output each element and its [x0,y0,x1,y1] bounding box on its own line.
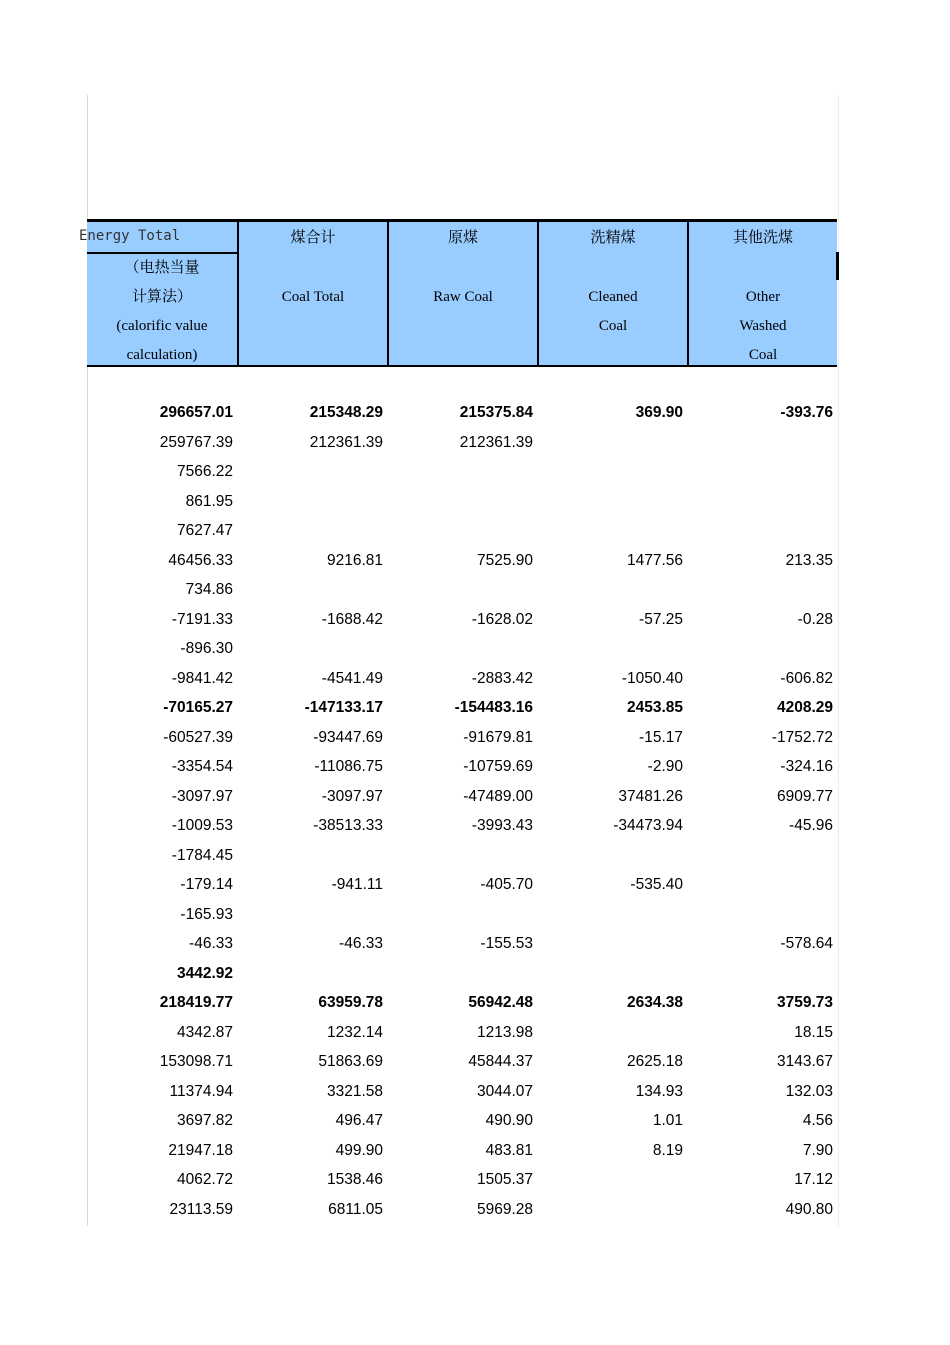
cell-coal-total[interactable]: -11086.75 [314,758,383,775]
header-energy-total-line2: 计算法） [131,289,192,305]
table-row [87,870,837,900]
cell-energy-total[interactable]: 734.86 [185,581,233,598]
header-divider [87,252,237,254]
cell-cleaned-coal[interactable]: 8.19 [652,1141,683,1159]
table-row [87,1165,837,1195]
cell-cleaned-coal[interactable]: 2453.85 [626,699,683,716]
cell-energy-total[interactable]: 11374.94 [169,1082,233,1100]
table-row [87,841,837,871]
table-row [87,1047,837,1077]
header-energy-total-en: Energy Total [79,228,181,244]
cell-other-washed-coal[interactable]: -1752.72 [771,728,833,746]
cell-other-washed-coal[interactable]: 4208.29 [776,699,833,716]
cell-other-washed-coal[interactable]: 18.15 [794,1023,833,1041]
header-cleaned-coal[interactable] [537,219,687,367]
table-row [87,664,837,694]
cell-other-washed-coal[interactable]: -0.28 [797,610,833,628]
table-row [87,516,837,546]
table-row [87,428,837,458]
header-raw-coal-cn: 原煤 [447,230,478,246]
cell-cleaned-coal[interactable]: 2634.38 [626,994,683,1011]
cell-raw-coal[interactable]: 212361.39 [459,433,533,451]
table-row [87,811,837,841]
cell-energy-total[interactable]: 4342.87 [176,1023,233,1041]
cell-energy-total[interactable]: 21947.18 [168,1141,233,1159]
cell-coal-total[interactable]: -46.33 [339,935,383,952]
cell-energy-total[interactable]: -3354.54 [171,758,233,775]
header-other-washed-coal[interactable] [687,219,837,367]
table-row [87,959,837,989]
cell-coal-total[interactable]: 215348.29 [309,404,383,421]
table-row [87,1077,837,1107]
cell-energy-total[interactable]: 4062.72 [176,1171,233,1188]
cell-coal-total[interactable]: 51863.69 [318,1053,383,1070]
cell-coal-total[interactable]: -941.11 [331,876,383,893]
table-row [87,1136,837,1166]
cell-other-washed-coal[interactable]: 6909.77 [776,787,833,805]
cell-other-washed-coal[interactable]: -324.16 [780,758,833,775]
cell-coal-total[interactable]: 496.47 [335,1112,383,1129]
cell-cleaned-coal[interactable]: -2.90 [647,758,683,775]
cell-raw-coal[interactable]: 1505.37 [476,1171,533,1188]
cell-coal-total[interactable]: 63959.78 [318,994,383,1011]
cell-cleaned-coal[interactable]: -57.25 [639,610,683,628]
table-row [87,605,837,635]
cell-energy-total[interactable]: -179.14 [180,876,233,893]
cell-energy-total[interactable]: 296657.01 [159,404,233,421]
cell-raw-coal[interactable]: -91679.81 [463,728,533,746]
cell-energy-total[interactable]: 46456.33 [168,551,233,569]
cell-energy-total[interactable]: -165.93 [180,905,233,923]
column-edge-marker [836,252,839,280]
cell-energy-total[interactable]: -1009.53 [171,817,233,834]
header-coal-total-en: Coal Total [281,289,345,305]
cell-other-washed-coal[interactable]: 132.03 [785,1082,833,1100]
cell-other-washed-coal[interactable]: -606.82 [780,669,833,687]
cell-coal-total[interactable]: -93447.69 [313,728,383,746]
cell-energy-total[interactable]: -896.30 [180,640,233,657]
cell-other-washed-coal[interactable]: 3143.67 [776,1053,833,1070]
cell-energy-total[interactable]: -46.33 [189,935,233,952]
header-raw-coal[interactable] [387,219,537,367]
cell-cleaned-coal[interactable]: -535.40 [630,876,683,893]
cell-energy-total[interactable]: 7627.47 [176,522,233,539]
table-row [87,575,837,605]
header-raw-coal-en: Raw Coal [433,289,493,305]
cell-coal-total[interactable]: 499.90 [335,1141,383,1159]
cell-other-washed-coal[interactable]: 4.56 [802,1112,833,1129]
header-energy-total[interactable] [79,219,237,367]
cell-coal-total[interactable]: -3097.97 [321,787,383,805]
header-cleaned-coal-en1: Cleaned [588,289,638,305]
cell-cleaned-coal[interactable]: 369.90 [635,404,683,421]
cell-coal-total[interactable]: 1232.14 [326,1023,383,1041]
table-body [87,398,837,1224]
cell-coal-total[interactable]: 212361.39 [309,433,383,451]
header-energy-total-line4: calculation) [126,347,198,363]
table-row [87,546,837,576]
header-coal-total[interactable] [237,219,387,367]
cell-other-washed-coal[interactable]: 213.35 [785,551,833,569]
header-other-washed-coal-cn: 其他洗煤 [732,230,793,246]
cell-raw-coal[interactable]: 56942.48 [468,994,533,1011]
cell-raw-coal[interactable]: -47489.00 [463,787,533,805]
cell-other-washed-coal[interactable]: 3759.73 [776,994,833,1011]
table-row [87,487,837,517]
cell-cleaned-coal[interactable]: 134.93 [635,1082,683,1100]
table-row [87,693,837,723]
cell-other-washed-coal[interactable]: -393.76 [780,404,833,421]
header-coal-total-cn: 煤合计 [290,230,336,246]
cell-cleaned-coal[interactable]: -1050.40 [621,669,683,687]
table-header [79,219,837,369]
table-row [87,1195,837,1225]
cell-coal-total[interactable]: 3321.58 [326,1082,383,1100]
table-row [87,988,837,1018]
cell-coal-total[interactable]: -38513.33 [313,817,383,834]
cell-coal-total[interactable]: 6811.05 [328,1200,383,1218]
table-row [87,900,837,930]
cell-energy-total[interactable]: 218419.77 [159,994,233,1011]
cell-other-washed-coal[interactable]: 17.12 [794,1171,833,1188]
header-energy-total-line1: （电热当量 [124,260,200,276]
cell-raw-coal[interactable]: 483.81 [485,1141,533,1159]
cell-raw-coal[interactable]: 1213.98 [476,1023,533,1041]
cell-other-washed-coal[interactable]: -578.64 [780,935,833,952]
cell-energy-total[interactable]: -60527.39 [163,728,233,746]
cell-other-washed-coal[interactable]: 490.80 [785,1200,833,1218]
cell-cleaned-coal[interactable]: 1.01 [652,1112,683,1129]
header-other-washed-coal-en3: Coal [748,347,778,363]
cell-other-washed-coal[interactable]: 7.90 [802,1141,833,1159]
cell-cleaned-coal[interactable]: 2625.18 [626,1053,683,1070]
cell-energy-total[interactable]: 259767.39 [159,433,233,451]
cell-raw-coal[interactable]: -3993.43 [471,817,533,834]
cell-coal-total[interactable]: -147133.17 [304,699,383,716]
cell-cleaned-coal[interactable]: -34473.94 [613,817,683,834]
table-row [87,634,837,664]
header-other-washed-coal-en2: Washed [739,318,787,334]
table-row [87,1106,837,1136]
cell-energy-total[interactable]: 861.95 [185,492,233,510]
cell-raw-coal[interactable]: -154483.16 [454,699,533,716]
cell-energy-total[interactable]: -9841.42 [171,669,233,687]
cell-energy-total[interactable]: 153098.71 [159,1053,233,1070]
cell-energy-total[interactable]: 3697.82 [176,1112,233,1129]
cell-energy-total[interactable]: -1784.45 [171,846,233,864]
cell-raw-coal[interactable]: -2883.42 [471,669,533,687]
table-row [87,1018,837,1048]
cell-energy-total[interactable]: 7566.22 [176,463,233,480]
cell-raw-coal[interactable]: -155.53 [480,935,533,952]
cell-energy-total[interactable]: 3442.92 [176,964,233,982]
table-row [87,752,837,782]
header-other-washed-coal-en1: Other [745,289,781,305]
table-row [87,929,837,959]
table-row [87,723,837,753]
header-cleaned-coal-en2: Coal [598,318,628,334]
cell-raw-coal[interactable]: -1628.02 [471,610,533,628]
cell-coal-total[interactable]: 1538.46 [326,1171,383,1188]
cell-cleaned-coal[interactable]: 1477.56 [626,551,683,569]
header-cleaned-coal-cn: 洗精煤 [590,230,636,246]
cell-raw-coal[interactable]: 7525.90 [476,551,533,569]
table-row [87,782,837,812]
cell-energy-total[interactable]: 23113.59 [169,1200,233,1218]
cell-raw-coal[interactable]: -10759.69 [463,758,533,775]
cell-raw-coal[interactable]: 490.90 [485,1112,533,1129]
header-energy-total-line3: (calorific value [116,318,208,334]
cell-cleaned-coal[interactable]: 37481.26 [618,787,683,805]
cell-coal-total[interactable]: 9216.81 [326,551,383,569]
cell-energy-total[interactable]: -70165.27 [163,699,233,716]
cell-raw-coal[interactable]: 45844.37 [468,1053,533,1070]
cell-raw-coal[interactable]: -405.70 [480,876,533,893]
cell-raw-coal[interactable]: 5969.28 [476,1200,533,1218]
table-row [87,398,837,428]
cell-raw-coal[interactable]: 3044.07 [476,1082,533,1100]
cell-energy-total[interactable]: -3097.97 [171,787,233,805]
cell-energy-total[interactable]: -7191.33 [171,610,233,628]
table-row [87,457,837,487]
cell-other-washed-coal[interactable]: -45.96 [789,817,833,834]
cell-coal-total[interactable]: -1688.42 [321,610,383,628]
cell-cleaned-coal[interactable]: -15.17 [639,728,683,746]
cell-raw-coal[interactable]: 215375.84 [459,404,533,421]
cell-coal-total[interactable]: -4541.49 [321,669,383,687]
